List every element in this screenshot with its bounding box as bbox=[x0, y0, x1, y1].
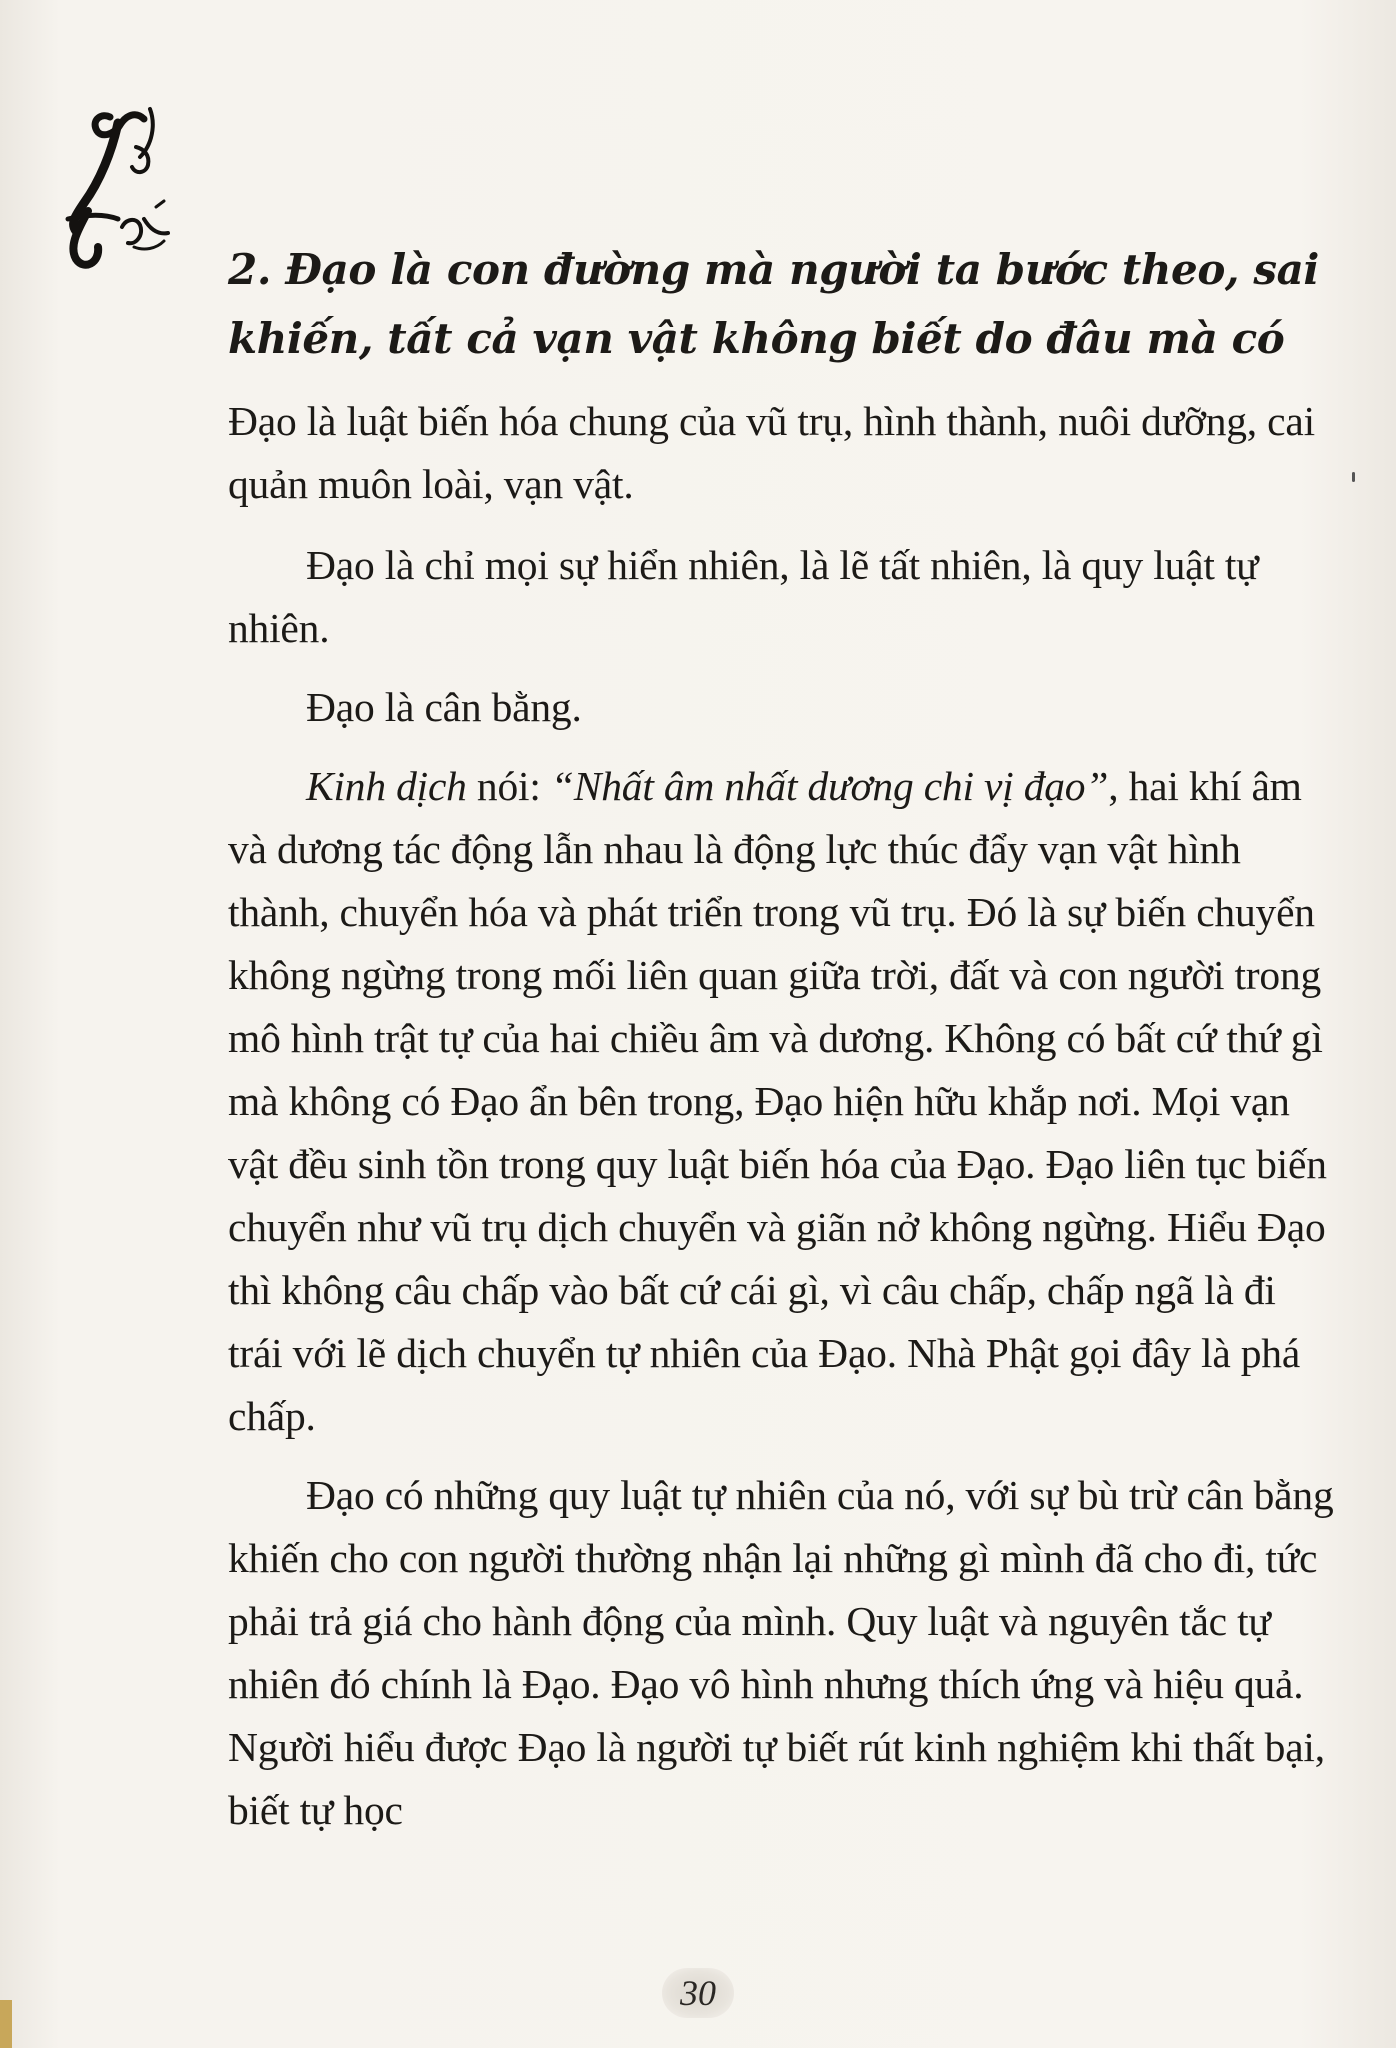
body-text bbox=[228, 390, 1338, 1858]
source-title: Kinh dịch bbox=[306, 763, 467, 809]
page-number bbox=[0, 1968, 1396, 2018]
section-heading bbox=[228, 235, 1338, 373]
page-number-label: 30 bbox=[662, 1968, 734, 2018]
paragraph-4-rest: , hai khí âm và dương tác động lẫn nhau là động lực thúc đẩy vạn vật hình thành, chuyển hóa và phát triển trong vũ trụ. Đó là sự biến chuyển không ngừng trong mối liên quan giữa trời, đất và con người trong mô hình trật tự của hai chiều âm và dương. Không có bất cứ thứ gì mà không có Đạo ẩn bên trong, Đạo hiện hữu khắp nơi. Mọi vạn vật đều sinh tồn trong quy luật biến hóa của Đạo. Đạo liên tục biến chuyển như vũ trụ dịch chuyển và giãn nở không ngừng. Hiểu Đạo thì không câu chấp vào bất cứ cái gì, vì câu chấp, chấp ngã là đi trái với lẽ dịch chuyển tự nhiên của Đạo. Nhà Phật gọi đây là phá chấp. bbox=[228, 763, 1327, 1439]
margin-mark bbox=[1352, 472, 1355, 482]
paragraph-1: Đạo là luật biến hóa chung của vũ trụ, hình thành, nuôi dưỡng, cai quản muôn loài, vạn vật. bbox=[228, 398, 1315, 507]
section-heading-line-2: khiến, tất cả vạn vật không biết do đâu mà có bbox=[228, 314, 1285, 363]
corner-mark bbox=[0, 2000, 12, 2048]
paragraph-2: Đạo là chỉ mọi sự hiển nhiên, là lẽ tất nhiên, là quy luật tự nhiên. bbox=[228, 542, 1259, 651]
paragraph-4 bbox=[228, 755, 1338, 1448]
paragraph-3: Đạo là cân bằng. bbox=[306, 684, 582, 730]
source-verb: nói: bbox=[466, 763, 551, 809]
quotation: “Nhất âm nhất dương chi vị đạo” bbox=[550, 763, 1109, 809]
section-heading-line-1: 2. Đạo là con đường mà người ta bước theo, sai bbox=[228, 245, 1319, 294]
paragraph-5: Đạo có những quy luật tự nhiên của nó, với sự bù trừ cân bằng khiến cho con người thường nhận lại những gì mình đã cho đi, tức phải trả giá cho hành động của mình. Quy luật và nguyên tắc tự nhiên đó chính là Đạo. Đạo vô hình nhưng thích ứng và hiệu quả. Người hiểu được Đạo là người tự biết rút kinh nghiệm khi thất bại, biết tự học bbox=[228, 1472, 1334, 1833]
calligraphy-logo-icon bbox=[40, 95, 190, 275]
